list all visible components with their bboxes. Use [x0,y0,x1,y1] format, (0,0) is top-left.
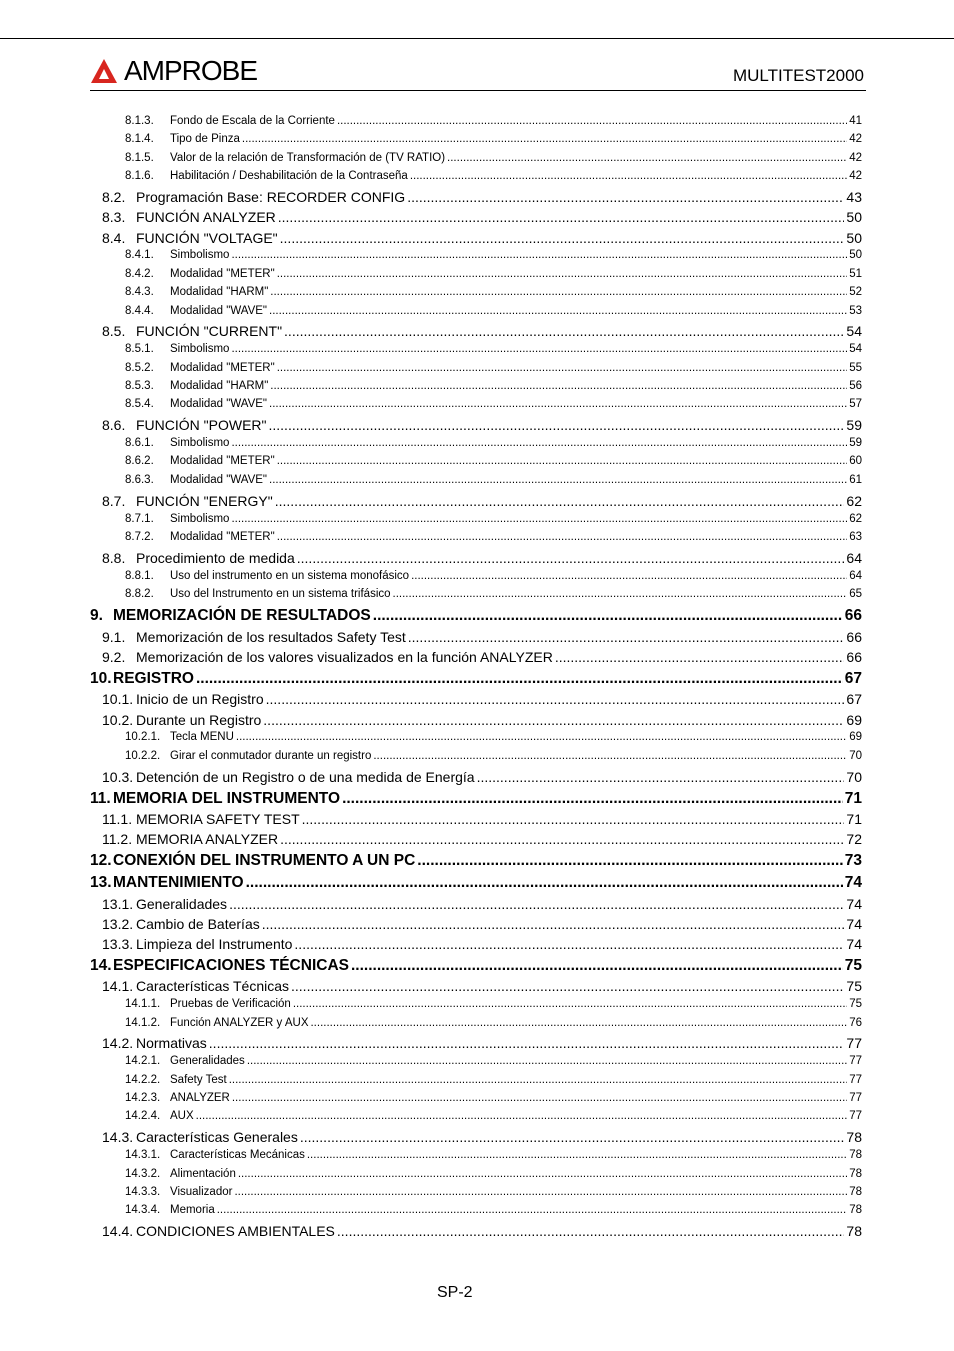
toc-entry-page: 70 [849,750,862,762]
toc-entry-page: 54 [846,323,862,339]
toc-entry-number: 8.8.1. [125,570,154,582]
toc-entry-number: 8.7.2. [125,531,154,543]
toc-entry-number: 8.8. [102,550,126,566]
toc-entry-title: ANALYZER [170,1092,230,1104]
toc-entry-page: 67 [844,670,862,687]
toc-entry-page: 43 [846,189,862,205]
toc-entry-number: 8.4. [102,230,126,246]
toc-entry-title: Modalidad "METER" [170,531,275,543]
dot-leader [238,1168,847,1180]
toc-entry-number: 9.1. [102,629,126,645]
toc-entry-number: 8.1.3. [125,115,154,127]
dot-leader [231,437,847,449]
toc-entry-page: 77 [849,1074,862,1086]
toc-entry-title: FUNCIÓN "POWER" [136,417,267,433]
toc-entry-number: 8.1.6. [125,170,154,182]
toc-entry-number: 14.2. [102,1035,134,1051]
model-name: MULTITEST2000 [732,66,864,85]
toc-entry-page: 77 [846,1035,862,1051]
toc-entry-page: 71 [844,790,862,807]
toc-entry-number: 10.3. [102,769,134,785]
toc-entry-title: MEMORIZACIÓN DE RESULTADOS [113,607,371,624]
toc-entry-title: Modalidad "HARM" [170,380,269,392]
toc-entry-number: 8.7.1. [125,513,154,525]
toc-entry[interactable] [125,750,862,762]
toc-entry-page: 76 [849,1017,862,1029]
toc-entry[interactable] [125,731,862,743]
toc-entry-page: 42 [849,133,862,145]
toc-entry-title: Función ANALYZER y AUX [170,1017,309,1029]
toc-entry[interactable] [102,189,862,205]
toc-entry-title: Fondo de Escala de la Corriente [170,115,335,127]
dot-leader [229,1074,848,1086]
toc-entry-title: Pruebas de Verificación [170,998,291,1010]
dot-leader [231,249,847,261]
toc-entry[interactable] [102,417,862,433]
toc-entry-page: 65 [849,588,862,600]
toc-entry[interactable] [90,670,862,688]
toc-entry[interactable] [125,1149,862,1161]
toc-entry[interactable] [102,1129,862,1145]
dot-leader [417,852,842,870]
toc-entry-title: Simbolismo [170,343,230,355]
toc-entry[interactable] [102,769,862,785]
toc-entry-page: 75 [846,978,862,994]
toc-entry-page: 59 [849,437,862,449]
toc-entry-page: 62 [849,513,862,525]
toc-entry-page: 74 [846,936,862,952]
dot-leader [410,170,847,182]
toc-entry-number: 11.2. [102,831,133,847]
toc-entry-number: 14.4. [102,1223,134,1239]
toc-entry-page: 77 [849,1110,862,1122]
toc-entry-number: 8.4.4. [125,305,154,317]
dot-leader [217,1204,847,1216]
toc-entry-number: 14.2.3. [125,1092,161,1104]
toc-entry-number: 10. [90,670,112,687]
dot-leader [269,398,847,410]
toc-entry-title: Procedimiento de medida [136,550,295,566]
toc-entry-title: Simbolismo [170,513,230,525]
toc-entry[interactable] [102,230,862,246]
toc-entry-page: 69 [846,712,862,728]
toc-entry[interactable] [125,998,862,1010]
toc-entry[interactable] [125,249,862,261]
toc-entry-number: 8.6. [102,417,126,433]
toc-entry[interactable] [125,513,862,525]
dot-leader [270,286,847,298]
toc-entry-page: 67 [846,691,862,707]
toc-entry-page: 50 [846,230,862,246]
dot-leader [266,691,845,707]
dot-leader [275,493,845,509]
toc-entry-title: MEMORIA ANALYZER [136,831,279,847]
toc-entry-number: 12. [90,852,112,869]
dot-leader [302,811,845,827]
toc-entry-title: Simbolismo [170,249,230,261]
toc-entry[interactable] [125,1017,862,1029]
dot-leader [408,629,845,645]
toc-entry-title: FUNCIÓN "CURRENT" [136,323,283,339]
toc-entry[interactable] [102,629,862,645]
toc-entry[interactable] [125,152,862,164]
toc-entry[interactable] [102,712,862,728]
toc-entry-page: 78 [849,1204,862,1216]
toc-entry-page: 50 [846,209,862,225]
toc-entry-number: 8.3. [102,209,126,225]
toc-entry-number: 14.2.2. [125,1074,161,1086]
toc-entry[interactable] [90,607,862,625]
toc-entry-title: Programación Base: RECORDER CONFIG [136,189,406,205]
dot-leader [291,978,844,994]
toc-entry-title: Uso del instrumento en un sistema monofásico [170,570,410,582]
toc-entry-number: 8.5. [102,323,126,339]
toc-entry-number: 8.5.4. [125,398,154,410]
toc-entry-page: 74 [844,874,862,891]
toc-entry-title: Generalidades [136,896,228,912]
toc-entry-page: 52 [849,286,862,298]
toc-entry[interactable] [125,115,862,127]
toc-entry-title: Modalidad "WAVE" [170,474,268,486]
toc-entry-number: 10.2.1. [125,731,161,743]
toc-entry-title: Girar el conmutador durante un registro [170,750,372,762]
toc-entry-title: REGISTRO [113,670,194,687]
toc-entry-number: 8.4.1. [125,249,154,261]
toc-entry-title: MANTENIMIENTO [113,874,244,891]
dot-leader [247,1055,847,1067]
toc-entry[interactable] [102,209,862,225]
toc-entry-number: 8.1.5. [125,152,154,164]
toc-entry-title: CONEXIÓN DEL INSTRUMENTO A UN PC [113,852,416,869]
toc-entry[interactable] [125,455,862,467]
toc-entry-page: 78 [849,1149,862,1161]
toc-entry-number: 8.4.3. [125,286,154,298]
toc-entry[interactable] [102,811,862,827]
toc-entry[interactable] [125,362,862,374]
dot-leader [300,1129,845,1145]
toc-entry-page: 78 [846,1129,862,1145]
toc-entry-title: Modalidad "METER" [170,362,275,374]
toc-entry-number: 14.1. [102,978,134,994]
toc-entry-number: 9. [90,607,103,624]
toc-entry-page: 62 [846,493,862,509]
dot-leader [307,1149,847,1161]
toc-entry-page: 66 [844,607,862,624]
toc-entry-number: 14.3.4. [125,1204,161,1216]
toc-entry-page: 61 [849,474,862,486]
dot-leader [555,649,845,665]
toc-entry-number: 14. [90,957,112,974]
dot-leader [373,750,847,762]
toc-entry-number: 14.3.2. [125,1168,161,1180]
toc-entry-number: 8.6.1. [125,437,154,449]
dot-leader [411,570,847,582]
toc-entry-title: Safety Test [170,1074,227,1086]
toc-entry-number: 8.1.4. [125,133,154,145]
toc-entry-number: 8.5.1. [125,343,154,355]
dot-leader [262,916,845,932]
toc-entry[interactable] [125,1168,862,1180]
toc-entry[interactable] [102,493,862,509]
toc-entry-page: 59 [846,417,862,433]
toc-entry-title: FUNCIÓN ANALYZER [136,209,276,225]
toc-entry-title: AUX [170,1110,194,1122]
dot-leader [269,417,845,433]
toc-entry-title: Inicio de un Registro [136,691,264,707]
toc-entry-page: 66 [846,629,862,645]
toc-entry[interactable] [125,1110,862,1122]
dot-leader [236,731,847,743]
toc-entry-title: Memorización de los valores visualizados en la función ANALYZER [136,649,553,665]
toc-entry[interactable] [125,268,862,280]
toc-entry-page: 78 [849,1186,862,1198]
dot-leader [242,133,847,145]
toc-entry-title: Simbolismo [170,437,230,449]
toc-entry-title: Características Generales [136,1129,298,1145]
toc-entry[interactable] [125,531,862,543]
toc-entry-title: Tipo de Pinza [170,133,240,145]
toc-entry-page: 56 [849,380,862,392]
dot-leader [229,896,844,912]
toc-entry-number: 13. [90,874,112,891]
dot-leader [294,936,844,952]
toc-entry[interactable] [125,588,862,600]
toc-entry-number: 8.5.2. [125,362,154,374]
toc-entry[interactable] [125,343,862,355]
toc-entry-number: 14.3. [102,1129,134,1145]
toc-entry-number: 11.1. [102,811,133,827]
toc-entry-title: Valor de la relación de Transformación de (TV RATIO) [170,152,446,164]
toc-entry-page: 78 [846,1223,862,1239]
toc-entry-number: 8.4.2. [125,268,154,280]
toc-entry-title: Tecla MENU [170,731,234,743]
toc-entry-page: 42 [849,170,862,182]
dot-leader [447,152,847,164]
toc-entry-title: Modalidad "HARM" [170,286,269,298]
dot-leader [196,1110,848,1122]
toc-entry-title: Modalidad "METER" [170,455,275,467]
toc-entry[interactable] [125,398,862,410]
dot-leader [342,790,843,808]
toc-entry-title: Uso del Instrumento en un sistema trifásico [170,588,391,600]
dot-leader [373,607,843,625]
toc-entry-number: 14.2.1. [125,1055,161,1067]
toc-entry-page: 69 [849,731,862,743]
dot-leader [231,343,847,355]
toc-entry-title: Características Técnicas [136,978,290,994]
toc-entry-number: 13.2. [102,916,134,932]
toc-entry-title: Visualizador [170,1186,233,1198]
toc-entry-page: 51 [849,268,862,280]
toc-entry-number: 8.6.3. [125,474,154,486]
toc-entry[interactable] [125,133,862,145]
dot-leader [393,588,848,600]
toc-entry-title: Características Mecánicas [170,1149,305,1161]
toc-entry-page: 75 [844,957,862,974]
toc-entry[interactable] [102,649,862,665]
dot-leader [280,230,845,246]
toc-entry-number: 8.2. [102,189,126,205]
dot-leader [269,474,847,486]
toc-entry[interactable] [125,570,862,582]
dot-leader [269,305,847,317]
toc-entry-number: 14.3.3. [125,1186,161,1198]
toc-entry-number: 11. [90,790,111,807]
toc-entry[interactable] [125,1055,862,1067]
toc-entry[interactable] [102,936,862,952]
toc-entry-page: 74 [846,916,862,932]
dot-leader [232,1092,847,1104]
toc-entry-number: 10.2. [102,712,134,728]
toc-entry-page: 71 [846,811,862,827]
dot-leader [337,1223,845,1239]
toc-entry[interactable] [102,323,862,339]
dot-leader [351,957,843,975]
dot-leader [263,712,844,728]
toc-entry-title: Normativas [136,1035,207,1051]
toc-entry-number: 14.3.1. [125,1149,161,1161]
toc-entry-number: 8.7. [102,493,126,509]
toc-entry[interactable] [125,380,862,392]
dot-leader [277,531,848,543]
toc-entry-page: 41 [849,115,862,127]
toc-entry-page: 53 [849,305,862,317]
dot-leader [284,323,844,339]
toc-entry[interactable] [125,437,862,449]
dot-leader [337,115,847,127]
dot-leader [246,874,843,892]
toc-entry-number: 8.5.3. [125,380,154,392]
dot-leader [231,513,847,525]
toc-entry-number: 14.1.1. [125,998,161,1010]
dot-leader [234,1186,847,1198]
toc-entry-title: Modalidad "WAVE" [170,398,268,410]
toc-entry-page: 50 [849,249,862,261]
toc-entry-page: 77 [849,1055,862,1067]
toc-entry[interactable] [102,691,862,707]
toc-entry-number: 13.3. [102,936,134,952]
toc-entry-title: FUNCIÓN "ENERGY" [136,493,273,509]
toc-entry-title: Cambio de Baterías [136,916,260,932]
toc-entry[interactable] [125,1092,862,1104]
toc-entry-title: MEMORIA DEL INSTRUMENTO [113,790,341,807]
toc-entry[interactable] [125,305,862,317]
toc-entry-title: Memoria [170,1204,215,1216]
toc-entry-page: 70 [846,769,862,785]
brand-name: AMPROBE [124,55,258,86]
toc-entry-page: 55 [849,362,862,374]
toc-entry-page: 66 [846,649,862,665]
toc-entry[interactable] [102,550,862,566]
toc-entry-page: 64 [849,570,862,582]
toc-entry-title: Generalidades [170,1055,245,1067]
toc-entry-page: 73 [844,852,862,869]
toc-entry-page: 78 [849,1168,862,1180]
toc-entry-title: ESPECIFICACIONES TÉCNICAS [113,957,349,974]
toc-entry[interactable] [90,852,862,870]
toc-entry-page: 60 [849,455,862,467]
dot-leader [293,998,847,1010]
toc-entry-title: Durante un Registro [136,712,262,728]
toc-entry-page: 57 [849,398,862,410]
toc-entry-title: Modalidad "METER" [170,268,275,280]
toc-entry[interactable] [90,957,862,975]
toc-entry[interactable] [125,170,862,182]
toc-entry-number: 10.1. [102,691,134,707]
dot-leader [277,362,848,374]
toc-entry[interactable] [102,916,862,932]
dot-leader [209,1035,845,1051]
dot-leader [280,831,844,847]
dot-leader [297,550,845,566]
toc-entry-number: 14.2.4. [125,1110,161,1122]
toc-entry[interactable] [90,874,862,892]
toc-entry-number: 13.1. [102,896,134,912]
toc-entry-title: CONDICIONES AMBIENTALES [136,1223,335,1239]
page-number: SP-2 [437,1284,473,1301]
toc-entry-number: 14.1.2. [125,1017,161,1029]
toc-entry[interactable] [102,1223,862,1239]
dot-leader [277,455,848,467]
toc-entry-page: 77 [849,1092,862,1104]
dot-leader [407,189,844,205]
toc-entry-number: 8.8.2. [125,588,154,600]
toc-entry[interactable] [90,790,862,808]
toc-entry[interactable] [125,474,862,486]
toc-entry-page: 54 [849,343,862,355]
toc-entry-page: 74 [846,896,862,912]
dot-leader [196,670,843,688]
toc-entry-page: 72 [846,831,862,847]
toc-entry-title: MEMORIA SAFETY TEST [136,811,300,827]
toc-entry-page: 64 [846,550,862,566]
toc-entry-title: Memorización de los resultados Safety Test [136,629,406,645]
toc-entry-page: 63 [849,531,862,543]
toc-entry[interactable] [125,1186,862,1198]
toc-entry[interactable] [102,896,862,912]
dot-leader [278,209,845,225]
toc-entry[interactable] [125,286,862,298]
toc-entry-title: Limpieza del Instrumento [136,936,293,952]
dot-leader [477,769,845,785]
toc-entry-page: 75 [849,998,862,1010]
toc-entry-title: FUNCIÓN "VOLTAGE" [136,230,278,246]
toc-entry-title: Habilitación / Deshabilitación de la Contraseña [170,170,408,182]
toc-entry-number: 8.6.2. [125,455,154,467]
toc-entry-page: 42 [849,152,862,164]
toc-entry-title: Modalidad "WAVE" [170,305,268,317]
toc-entry-title: Alimentación [170,1168,236,1180]
dot-leader [270,380,847,392]
toc-entry-number: 10.2.2. [125,750,161,762]
toc-entry-number: 9.2. [102,649,126,665]
dot-leader [310,1017,847,1029]
toc-entry-title: Detención de un Registro o de una medida de Energía [136,769,475,785]
toc-entry[interactable] [102,978,862,994]
toc-entry[interactable] [102,1035,862,1051]
toc-entry[interactable] [125,1204,862,1216]
dot-leader [277,268,848,280]
toc-entry[interactable] [125,1074,862,1086]
toc-entry[interactable] [102,831,862,847]
